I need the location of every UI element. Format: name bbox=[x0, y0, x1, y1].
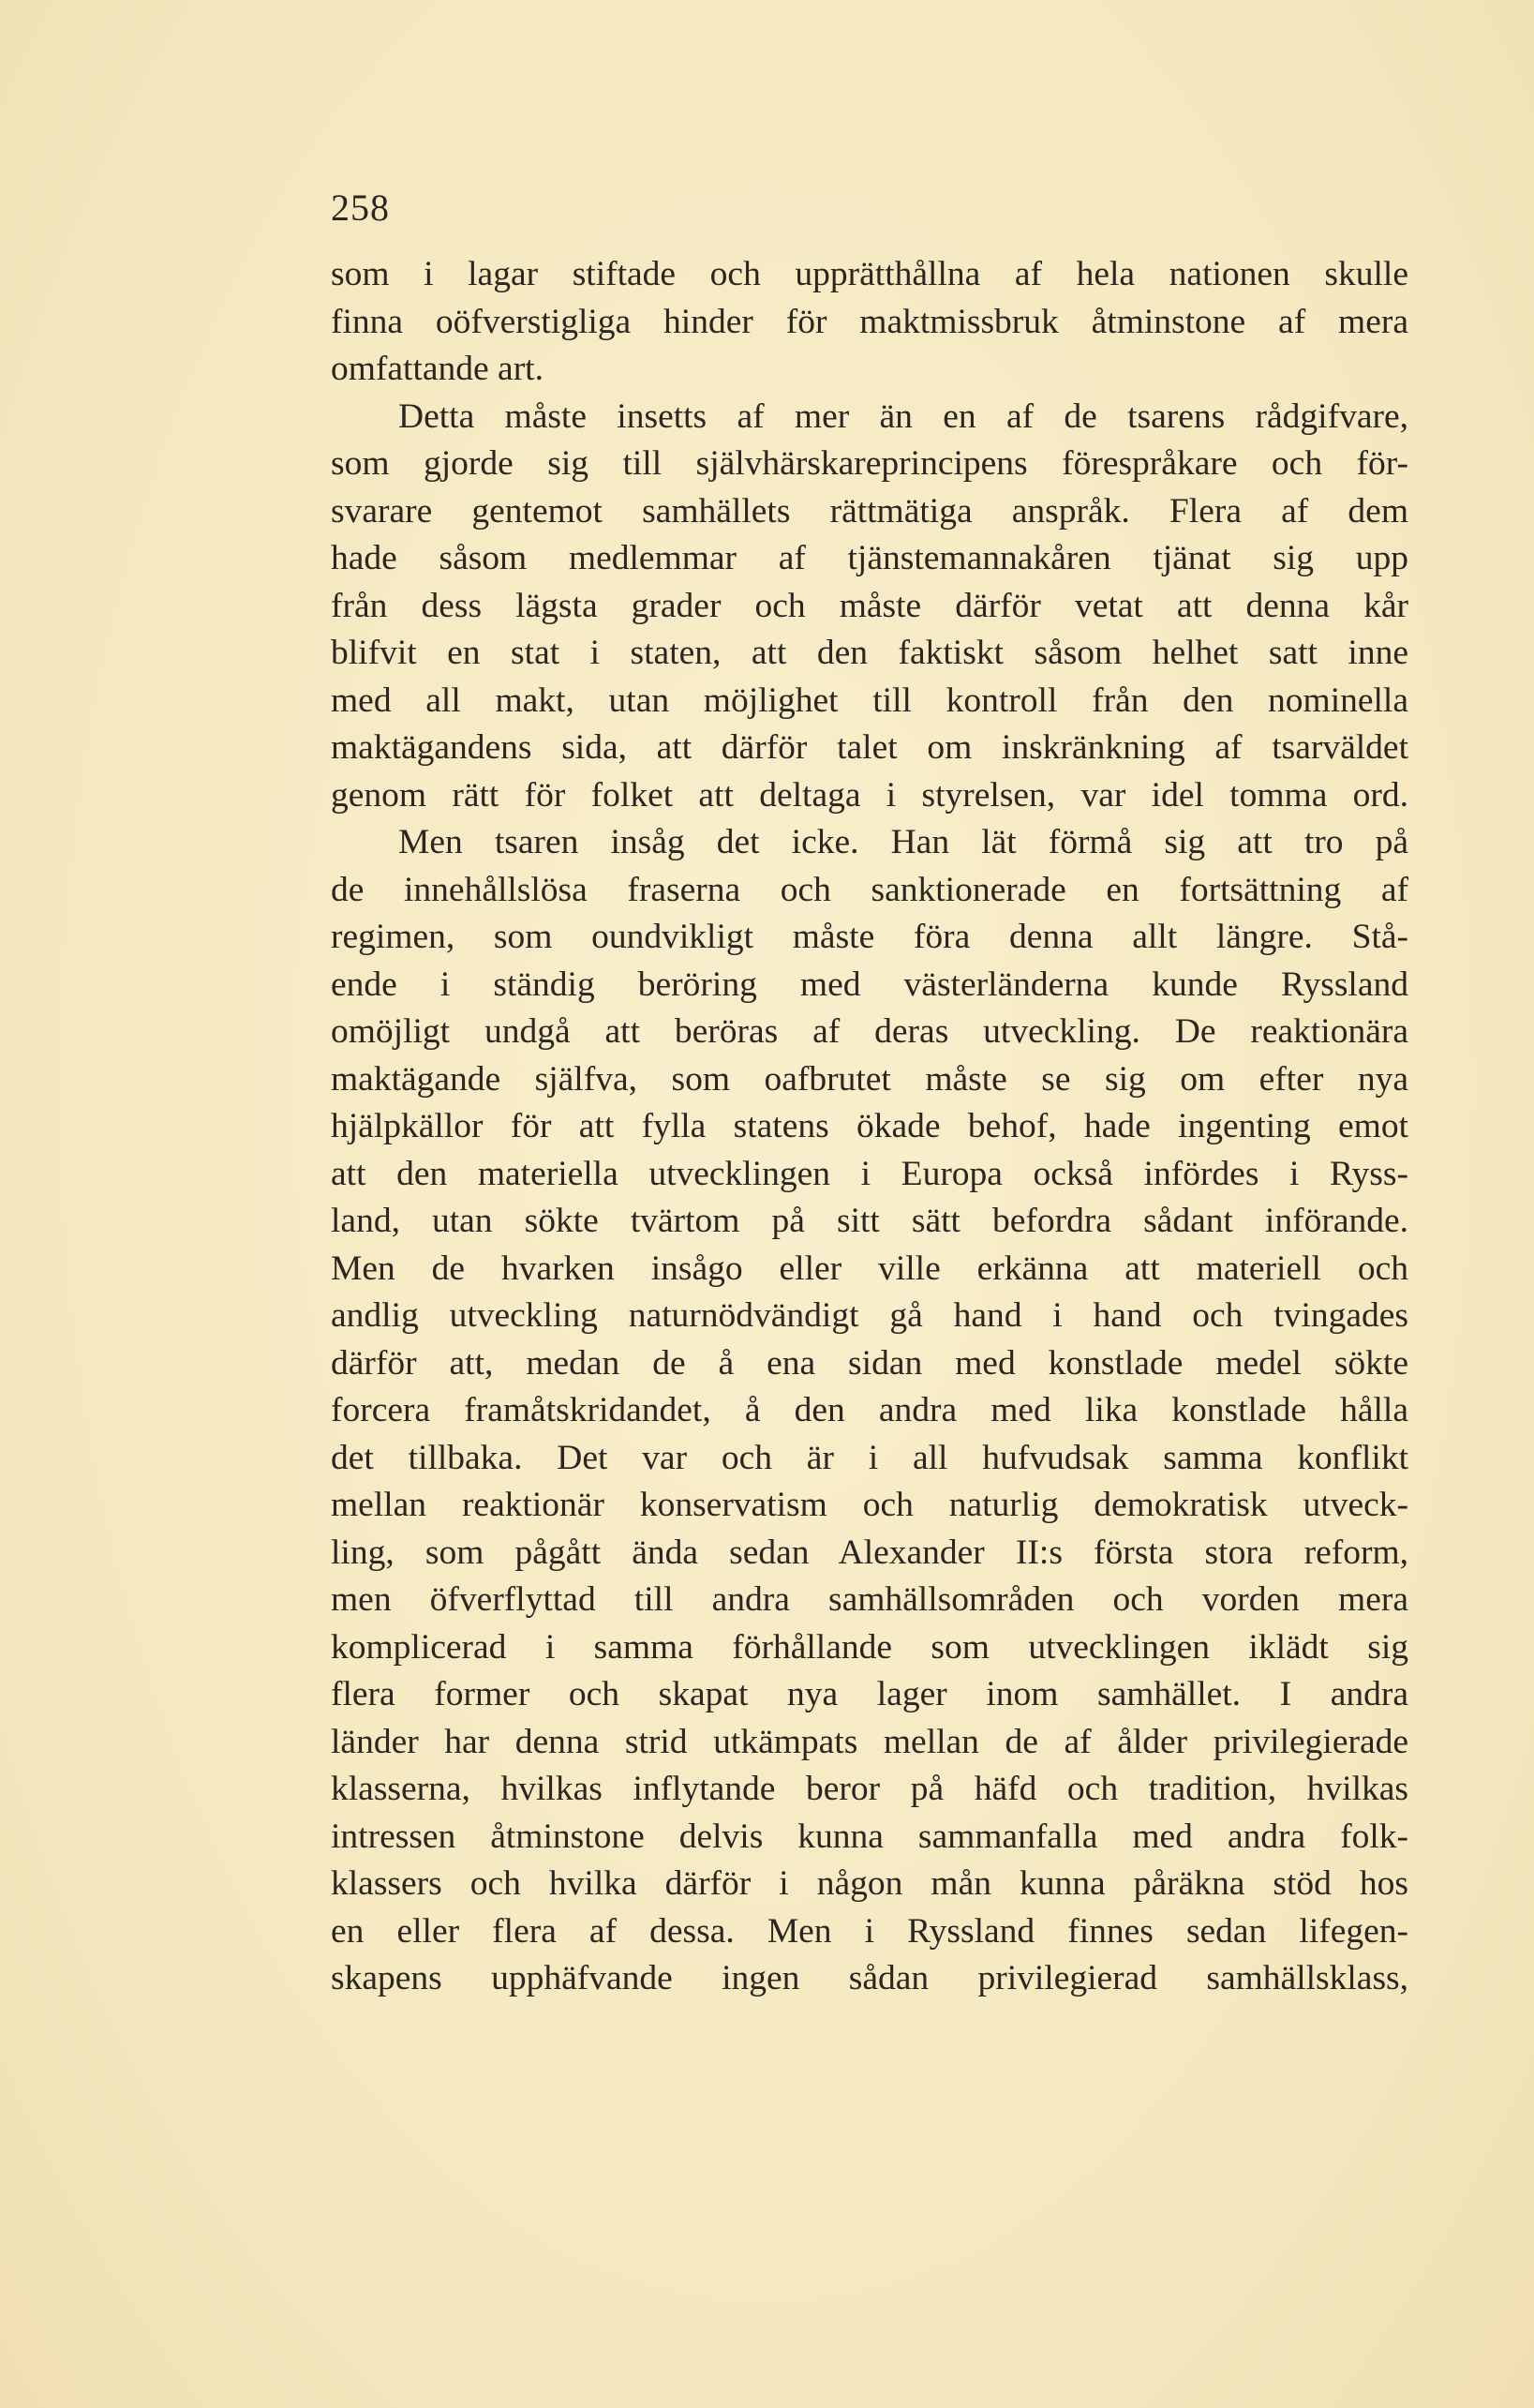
page-number: 258 bbox=[331, 187, 390, 229]
text-line: de innehållslösa fraserna och sanktionerade en fortsättning af bbox=[331, 870, 1408, 909]
text-line: ende i ständig beröring med västerländerna kunde Ryssland bbox=[331, 965, 1408, 1004]
text-line: genom rätt för folket att deltaga i styrelsen, var idel tomma ord. bbox=[331, 775, 1408, 815]
text-line: flera former och skapat nya lager inom samhället. I andra bbox=[331, 1675, 1408, 1713]
text-line: ling, som pågått ända sedan Alexander II:s första stora reform, bbox=[331, 1533, 1408, 1572]
text-line: omöjligt undgå att beröras af deras utveckling. De reaktionära bbox=[331, 1012, 1408, 1051]
text-line: land, utan sökte tvärtom på sitt sätt befordra sådant införande. bbox=[331, 1202, 1408, 1240]
text-line: länder har denna strid utkämpats mellan de af ålder privilegierade bbox=[331, 1722, 1408, 1761]
text-line: maktägande själfva, som oafbrutet måste se sig om efter nya bbox=[331, 1059, 1408, 1099]
text-line: Men tsaren insåg det icke. Han lät förmå sig att tro på bbox=[398, 823, 1408, 861]
text-line: maktägandens sida, att därför talet om inskränkning af tsarväldet bbox=[331, 728, 1408, 767]
text-line: Detta måste insetts af mer än en af de tsarens rådgifvare, bbox=[398, 396, 1408, 436]
text-line: komplicerad i samma förhållande som utvecklingen iklädt sig bbox=[331, 1627, 1408, 1667]
text-line: därför att, medan de å ena sidan med konstlade medel sökte bbox=[331, 1343, 1408, 1383]
body-text bbox=[331, 251, 1408, 2003]
text-line: omfattande art. bbox=[331, 350, 544, 388]
text-line: men öfverflyttad till andra samhällsområden och vorden mera bbox=[331, 1580, 1408, 1619]
text-line: finna oöfverstigliga hinder för maktmissbruk åtminstone af mera bbox=[331, 302, 1408, 341]
text-line: intressen åtminstone delvis kunna sammanfalla med andra folk- bbox=[331, 1817, 1408, 1856]
text-line: att den materiella utvecklingen i Europa också infördes i Ryss- bbox=[331, 1154, 1408, 1193]
text-line: regimen, som oundvikligt måste föra denna allt längre. Stå- bbox=[331, 918, 1408, 956]
text-line: med all makt, utan möjlighet till kontroll från den nominella bbox=[331, 681, 1408, 720]
text-line: svarare gentemot samhällets rättmätiga anspråk. Flera af dem bbox=[331, 491, 1408, 531]
text-line: en eller flera af dessa. Men i Ryssland finnes sedan lifegen- bbox=[331, 1911, 1408, 1951]
text-line: som gjorde sig till självhärskareprincipens förespråkare och för- bbox=[331, 444, 1408, 483]
text-line: det tillbaka. Det var och är i all hufvudsak samma konflikt bbox=[331, 1438, 1408, 1477]
text-line: klassers och hvilka därför i någon mån kunna påräkna stöd hos bbox=[331, 1864, 1408, 1903]
text-line: hjälpkällor för att fylla statens ökade behof, hade ingenting emot bbox=[331, 1107, 1408, 1145]
text-line: hade såsom medlemmar af tjänstemannakåren tjänat sig upp bbox=[331, 539, 1408, 577]
text-line: andlig utveckling naturnödvändigt gå hand i hand och tvingades bbox=[331, 1296, 1408, 1335]
text-line: som i lagar stiftade och upprätthållna af hela nationen skulle bbox=[331, 255, 1408, 293]
text-line: klasserna, hvilkas inflytande beror på häfd och tradition, hvilkas bbox=[331, 1770, 1408, 1808]
text-line: från dess lägsta grader och måste därför vetat att denna kår bbox=[331, 586, 1408, 625]
text-line: Men de hvarken insågo eller ville erkänna att materiell och bbox=[331, 1249, 1408, 1288]
text-line: skapens upphäfvande ingen sådan privilegierad samhällsklass, bbox=[331, 1959, 1408, 1997]
text-line: forcera framåtskridandet, å den andra med lika konstlade hålla bbox=[331, 1391, 1408, 1429]
text-line: blifvit en stat i staten, att den faktiskt såsom helhet satt inne bbox=[331, 634, 1408, 672]
text-line: mellan reaktionär konservatism och naturlig demokratisk utveck- bbox=[331, 1486, 1408, 1524]
